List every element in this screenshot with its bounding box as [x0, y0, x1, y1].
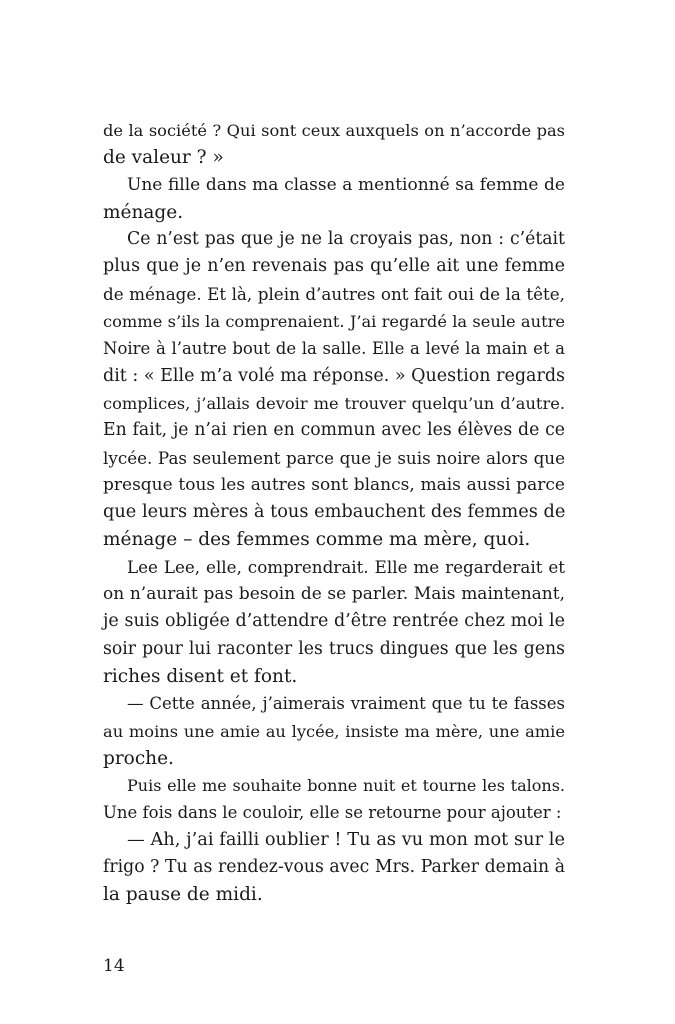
text-line: plus que je n’en revenais pas qu’elle ait une femme — [103, 256, 565, 277]
text-line: dit : « Elle m’a volé ma réponse. » Question regards — [103, 365, 566, 386]
text-line: Noire à l’autre bout de la salle. Elle a levé la main et a — [103, 339, 565, 359]
text-line: Ce n’est pas que je ne la croyais pas, non : c’était — [127, 229, 565, 250]
text-line: presque tous les autres sont blancs, mais aussi parce — [103, 474, 565, 495]
text-line: — Ah, j’ai failli oublier ! Tu as vu mon mot sur le — [127, 829, 565, 850]
text-line: je suis obligée d’attendre d’être rentrée chez moi le — [103, 611, 565, 632]
text-line: la pause de midi. — [103, 884, 263, 906]
text-line: on n’aurait pas besoin de se parler. Mais maintenant, — [103, 584, 565, 605]
text-line: Puis elle me souhaite bonne nuit et tourne les talons. — [127, 776, 565, 796]
text-line: au moins une amie au lycée, insiste ma mère, une amie — [103, 721, 565, 741]
text-line: de la société ? Qui sont ceux auxquels on n’accorde pas — [103, 121, 565, 140]
text-line: lycée. Pas seulement parce que je suis noire alors que — [103, 447, 565, 468]
text-line: comme s’ils la comprenaient. J’ai regardé la seule autre — [103, 312, 565, 332]
text-line: proche. — [103, 747, 174, 769]
text-line: que leurs mères à tous embauchent des femmes de — [103, 502, 566, 523]
text-line: riches disent et font. — [103, 665, 298, 687]
page-number: 14 — [103, 956, 125, 976]
text-line: complices, j’allais devoir me trouver quelqu’un d’autre. — [103, 393, 565, 413]
text-line: frigo ? Tu as rendez-vous avec Mrs. Parker demain à — [103, 857, 565, 878]
text-line: ménage. — [103, 201, 184, 223]
text-line: de valeur ? » — [103, 147, 224, 169]
text-line: soir pour lui raconter les trucs dingues que les gens — [103, 638, 565, 659]
text-line: — Cette année, j’aimerais vraiment que tu te fasses — [127, 694, 565, 714]
text-line: de ménage. Et là, plein d’autres ont fait oui de la tête, — [103, 283, 565, 304]
text-line: Une fille dans ma classe a mentionné sa femme de — [127, 174, 565, 195]
text-line: ménage – des femmes comme ma mère, quoi. — [103, 529, 531, 551]
body-text — [103, 117, 565, 909]
text-line: En fait, je n’ai rien en commun avec les élèves de ce — [103, 420, 565, 441]
text-line: Une fois dans le couloir, elle se retourne pour ajouter : — [103, 803, 562, 823]
text-line: Lee Lee, elle, comprendrait. Elle me regarderait et — [127, 556, 565, 577]
